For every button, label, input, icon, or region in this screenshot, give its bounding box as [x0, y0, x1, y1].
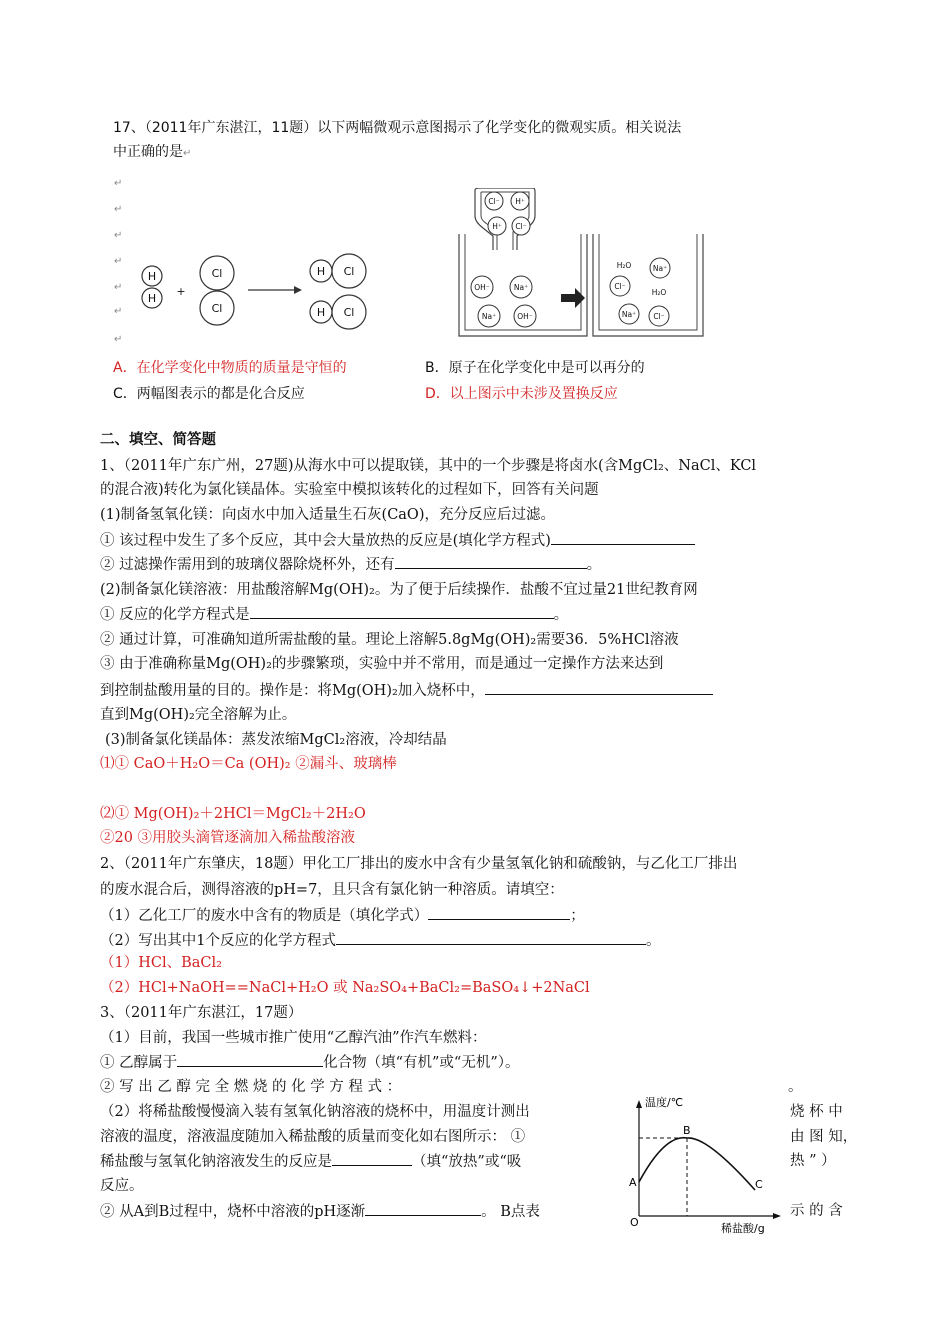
- q17-line2-text: 中正确的是: [113, 144, 183, 160]
- hcl-cl-label-1: Cl: [343, 265, 355, 278]
- answer-blank[interactable]: [336, 930, 646, 945]
- q3-line8: 反应。: [100, 1178, 144, 1194]
- q2-line3: （1）乙化工厂的废水中含有的物质是（填化学式） ；: [100, 905, 585, 926]
- q1-line10-text: 到控制盐酸用量的目的。操作是：将Mg(OH)₂加入烧杯中，: [100, 683, 485, 699]
- q1-line5-text: ② 过滤操作需用到的玻璃仪器除烧杯外，还有: [100, 557, 395, 573]
- q3-line7: [100, 1151, 521, 1172]
- cl-atom-label-1: Cl: [211, 267, 223, 280]
- point-b-label: B: [683, 1124, 691, 1137]
- neutralization-beaker-diagram: [455, 188, 705, 343]
- q1-line6: (2)制备氯化镁溶液：用盐酸溶解Mg(OH)₂。为了便于后续操作．盐酸不宜过量21世纪教育网: [100, 582, 698, 598]
- q3-line5: （2）将稀盐酸慢慢滴入装有氢氧化钠溶液的烧杯中，用温度计测出: [100, 1104, 530, 1120]
- x-axis-label: 稀盐酸/g: [721, 1222, 765, 1235]
- q3-line2: （1）目前，我国一些城市推广使用“乙醇汽油”作汽车燃料：: [100, 1030, 487, 1046]
- answer-blank[interactable]: [551, 530, 695, 545]
- water-label-1: H₂O: [616, 261, 632, 270]
- q1-line1: 1、（2011年广东广州，27题)从海水中可以提取镁，其中的一个步骤是将卤水(含MgCl₂、NaCl、KCl: [100, 458, 757, 474]
- hcl-cl-label-2: Cl: [343, 306, 355, 319]
- q3-line1: 3、（2011年广东湛江，17题）: [100, 1005, 303, 1021]
- q1-line4-text: ① 该过程中发生了多个反应，其中会大量放热的反应是(填化学方程式): [100, 533, 551, 549]
- q17-line1: 17、（2011年广东湛江，11题）以下两幅微观示意图揭示了化学变化的微观实质。相关说法: [113, 120, 682, 136]
- h-atom-label-2: H: [147, 292, 157, 305]
- cl-atom-label-2: Cl: [211, 302, 223, 315]
- ion-h-1: H⁺: [515, 197, 525, 206]
- q3-line9-right: 示 的 含: [790, 1203, 843, 1219]
- answer-blank[interactable]: [485, 680, 713, 695]
- q17-option-b: B．原子在化学变化中是可以再分的: [425, 360, 645, 376]
- q3-line4: ② 写 出 乙 醇 完 全 燃 烧 的 化 学 方 程 式 ：: [100, 1079, 402, 1095]
- q1-line7-text: ① 反应的化学方程式是: [100, 607, 250, 623]
- q2-line4: （2）写出其中1个反应的化学方程式 。: [100, 930, 660, 951]
- h-atom-label-1: H: [147, 270, 157, 283]
- answer-blank[interactable]: [250, 604, 554, 619]
- q3-line7a: 稀盐酸与氢氧化钠溶液发生的反应是: [100, 1154, 332, 1170]
- temperature-curve: [639, 1138, 755, 1190]
- water-label-2: H₂O: [651, 288, 667, 297]
- temperature-graph: [625, 1094, 785, 1240]
- q2-line4-text: （2）写出其中1个反应的化学方程式: [100, 933, 336, 949]
- q3-line7b: （填“放热”或“吸: [412, 1154, 522, 1170]
- answer-blank[interactable]: [177, 1052, 323, 1067]
- ion-cl-4: Cl⁻: [653, 312, 665, 321]
- q3-line6: 溶液的温度，溶液温度随加入稀盐酸的质量而变化如右图所示： ①: [100, 1129, 526, 1145]
- q3-line9: [100, 1201, 540, 1222]
- q17-option-a: A．在化学变化中物质的质量是守恒的: [113, 360, 347, 376]
- ion-cl-2: Cl⁻: [515, 222, 527, 231]
- origin-label: O: [630, 1216, 639, 1229]
- hcl-h-label-2: H: [316, 306, 326, 319]
- answer-blank[interactable]: [365, 1201, 481, 1216]
- q1-line4: [100, 530, 695, 551]
- q1-line9: ③ 由于准确称量Mg(OH)₂的步骤繁琐，实验中并不常用，而是通过一定操作方法来达到: [100, 656, 664, 672]
- answer-blank[interactable]: [332, 1151, 412, 1166]
- q17-option-d: D．以上图示中未涉及置换反应: [425, 386, 618, 402]
- ion-cl-1: Cl⁻: [488, 197, 500, 206]
- section-heading: 二、填空、简答题: [100, 432, 216, 448]
- q1-line8: ② 通过计算，可准确知道所需盐酸的量。理论上溶解5.8gMg(OH)₂需要36．5%HCl溶液: [100, 632, 679, 648]
- q1-line5: ② 过滤操作需用到的玻璃仪器除烧杯外，还有 。: [100, 554, 601, 575]
- q1-answer-3: ②20 ③用胶头滴管逐滴加入稀盐酸溶液: [100, 830, 356, 846]
- q17-option-c: C．两幅图表示的都是化合反应: [113, 386, 305, 402]
- q3-line7-right: 热 ” ）: [790, 1153, 836, 1169]
- q1-line10: [100, 680, 713, 701]
- molecule-reaction-diagram: [130, 252, 390, 332]
- ion-na-4: Na⁺: [621, 310, 637, 319]
- y-axis-label: 温度/℃: [645, 1096, 684, 1109]
- q1-line2: 的混合液)转化为氯化镁晶体。实验室中模拟该转化的过程如下，回答有关问题: [100, 482, 599, 498]
- q3-line6-right: 由 图 知，: [790, 1129, 858, 1145]
- q2-line1: 2、（2011年广东肇庆，18题）甲化工厂排出的废水中含有少量氢氧化钠和硫酸钠，与乙化工厂排出: [100, 856, 738, 872]
- q3-line4-end: 。: [788, 1079, 803, 1095]
- plus-sign: +: [176, 285, 186, 298]
- point-c-label: C: [755, 1178, 763, 1191]
- q3-line3: [100, 1052, 520, 1073]
- q1-answer-1: ⑴① CaO＋H₂O＝Ca (OH)₂ ②漏斗、玻璃棒: [100, 756, 397, 772]
- q1-answer-2: ⑵① Mg(OH)₂＋2HCl＝MgCl₂＋2H₂O: [100, 806, 366, 822]
- ion-oh-2: OH⁻: [517, 312, 533, 321]
- q3-line9b: 。 B点表: [481, 1204, 540, 1220]
- q2-answer-1: （1）HCl、BaCl₂: [100, 955, 222, 971]
- q1-line12: (3)制备氯化镁晶体：蒸发浓缩MgCl₂溶液，冷却结晶: [105, 732, 447, 748]
- q1-line3: (1)制备氢氧化镁：向卤水中加入适量生石灰(CaO)，充分反应后过滤。: [100, 507, 555, 523]
- q1-line11: 直到Mg(OH)₂完全溶解为止。: [100, 707, 297, 723]
- ion-na-2: Na⁺: [481, 312, 497, 321]
- q2-answer-2: （2）HCl+NaOH==NaCl+H₂O 或 Na₂SO₄+BaCl₂=BaSO₄↓+2NaCl: [100, 980, 590, 996]
- q3-line5-right: 烧 杯 中: [790, 1104, 843, 1120]
- q3-line9a: ② 从A到B过程中，烧杯中溶液的pH逐渐: [100, 1204, 366, 1220]
- hcl-h-label-1: H: [316, 265, 326, 278]
- q1-line7: ① 反应的化学方程式是 。: [100, 604, 568, 625]
- answer-blank[interactable]: [395, 554, 587, 569]
- q2-line3-text: （1）乙化工厂的废水中含有的物质是（填化学式）: [100, 908, 429, 924]
- q2-line2: 的废水混合后，测得溶液的pH=7，且只含有氯化钠一种溶质。请填空：: [100, 882, 564, 898]
- ion-h-2: H⁺: [492, 222, 502, 231]
- q3-line3a: ① 乙醇属于: [100, 1055, 178, 1071]
- ion-na-3: Na⁺: [652, 264, 668, 273]
- ion-oh-1: OH⁻: [474, 283, 490, 292]
- q3-line3b: 化合物（填“有机”或“无机”）。: [323, 1055, 520, 1071]
- ion-na-1: Na⁺: [513, 283, 529, 292]
- answer-blank[interactable]: [428, 905, 570, 920]
- q17-line2: 中正确的是↵: [113, 144, 192, 160]
- ion-cl-3: Cl⁻: [614, 282, 626, 291]
- point-a-label: A: [629, 1176, 637, 1189]
